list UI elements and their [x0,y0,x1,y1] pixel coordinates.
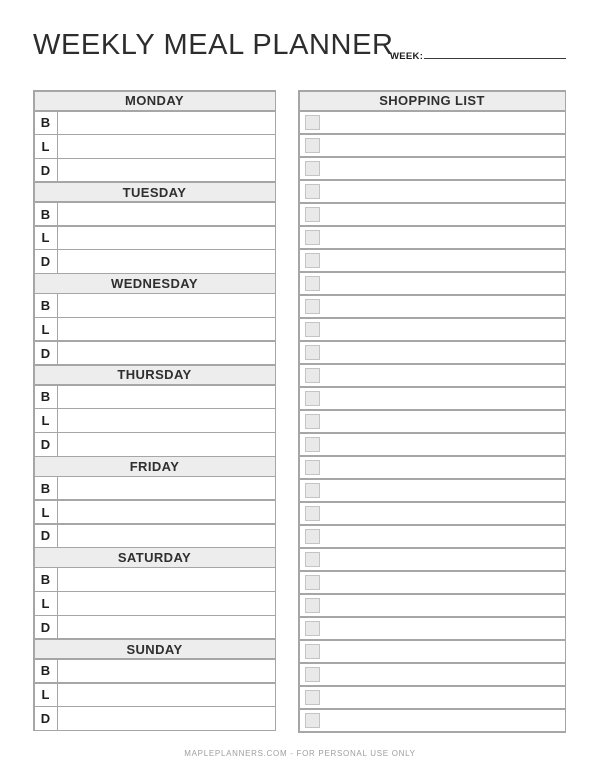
checkbox-icon[interactable] [305,299,320,314]
checkbox-icon[interactable] [305,483,320,498]
meal-entry-cell[interactable] [58,592,275,614]
shopping-list-row [300,687,565,709]
day-header: MONDAY [35,92,275,111]
week-input-line[interactable] [424,48,566,59]
meal-label: B [35,660,57,682]
shopping-list-row [300,595,565,617]
shopping-item-entry[interactable] [320,618,565,640]
checkbox-icon[interactable] [305,230,320,245]
shopping-item-entry[interactable] [320,250,565,272]
shopping-item-entry[interactable] [320,572,565,594]
meal-entry-cell[interactable] [58,294,275,316]
meal-label: L [35,227,57,249]
shopping-item-entry[interactable] [320,296,565,318]
checkbox-icon[interactable] [305,253,320,268]
shopping-list-row [300,549,565,571]
checkbox-icon[interactable] [305,276,320,291]
shopping-list-row [300,526,565,548]
shopping-item-entry[interactable] [320,549,565,571]
meal-entry-cell[interactable] [58,135,275,157]
meal-entry-cell[interactable] [58,250,275,272]
shopping-item-entry[interactable] [320,434,565,456]
shopping-item-entry[interactable] [320,457,565,479]
shopping-list-row [300,365,565,387]
checkbox-icon[interactable] [305,115,320,130]
shopping-item-entry[interactable] [320,181,565,203]
shopping-list-header: SHOPPING LIST [300,92,565,111]
shopping-list-table [298,90,566,733]
shopping-list-row [300,227,565,249]
shopping-item-entry[interactable] [320,664,565,686]
meal-entry-cell[interactable] [58,616,275,638]
checkbox-icon[interactable] [305,414,320,429]
meal-entry-cell[interactable] [58,159,275,181]
meal-label: B [35,568,57,590]
week-field [390,46,566,64]
shopping-list-row [300,664,565,686]
shopping-list-row [300,296,565,318]
meal-label: L [35,409,57,431]
shopping-list-row [300,480,565,502]
meal-entry-cell[interactable] [58,433,275,455]
day-block-monday [33,90,276,183]
meal-label: D [35,342,57,364]
shopping-item-entry[interactable] [320,227,565,249]
shopping-item-entry[interactable] [320,641,565,663]
meal-entry-cell[interactable] [58,477,275,499]
weekly-planner-table [33,90,276,731]
shopping-list-row [300,457,565,479]
meal-label: B [35,386,57,408]
shopping-item-entry[interactable] [320,411,565,433]
checkbox-icon[interactable] [305,391,320,406]
meal-entry-cell[interactable] [58,342,275,364]
checkbox-icon[interactable] [305,598,320,613]
meal-label: B [35,477,57,499]
meal-label: D [35,433,57,455]
shopping-list-row [300,273,565,295]
checkbox-icon[interactable] [305,437,320,452]
shopping-list-row [300,342,565,364]
meal-label: L [35,684,57,706]
checkbox-icon[interactable] [305,368,320,383]
shopping-list-row [300,572,565,594]
meal-label: D [35,707,57,729]
checkbox-icon[interactable] [305,161,320,176]
shopping-item-entry[interactable] [320,526,565,548]
shopping-list-row [300,158,565,180]
meal-entry-cell[interactable] [58,409,275,431]
checkbox-icon[interactable] [305,552,320,567]
meal-label: D [35,525,57,547]
week-label: WEEK: [390,51,424,62]
checkbox-icon[interactable] [305,690,320,705]
meal-label: L [35,318,57,340]
day-block-sunday [33,638,276,731]
day-block-tuesday [33,181,276,274]
meal-entry-cell[interactable] [58,568,275,590]
checkbox-icon[interactable] [305,460,320,475]
shopping-item-entry[interactable] [320,204,565,226]
checkbox-icon[interactable] [305,184,320,199]
checkbox-icon[interactable] [305,322,320,337]
day-header: SATURDAY [35,548,275,567]
day-header: WEDNESDAY [35,274,275,293]
shopping-item-entry[interactable] [320,273,565,295]
shopping-item-entry[interactable] [320,710,565,732]
checkbox-icon[interactable] [305,506,320,521]
checkbox-icon[interactable] [305,529,320,544]
meal-entry-cell[interactable] [58,112,275,134]
shopping-list-row [300,434,565,456]
meal-entry-cell[interactable] [58,707,275,729]
shopping-item-entry[interactable] [320,503,565,525]
checkbox-icon[interactable] [305,713,320,728]
checkbox-icon[interactable] [305,621,320,636]
meal-label: L [35,135,57,157]
day-block-wednesday [33,273,276,366]
meal-entry-cell[interactable] [58,203,275,225]
shopping-item-entry[interactable] [320,112,565,134]
checkbox-icon[interactable] [305,138,320,153]
day-header: FRIDAY [35,457,275,476]
meal-label: L [35,501,57,523]
meal-label: D [35,159,57,181]
shopping-list-row [300,112,565,134]
meal-entry-cell[interactable] [58,660,275,682]
shopping-item-entry[interactable] [320,342,565,364]
page-title: WEEKLY MEAL PLANNER [33,29,394,61]
footer-credit: MAPLEPLANNERS.COM - FOR PERSONAL USE ONLY [184,749,416,758]
shopping-list-row [300,135,565,157]
checkbox-icon[interactable] [305,575,320,590]
meal-entry-cell[interactable] [58,318,275,340]
shopping-item-entry[interactable] [320,158,565,180]
checkbox-icon[interactable] [305,644,320,659]
shopping-list-row [300,411,565,433]
meal-label: B [35,112,57,134]
day-header: SUNDAY [35,640,275,659]
meal-label: B [35,294,57,316]
shopping-item-entry[interactable] [320,388,565,410]
shopping-item-entry[interactable] [320,319,565,341]
meal-entry-cell[interactable] [58,525,275,547]
shopping-item-entry[interactable] [320,135,565,157]
meal-entry-cell[interactable] [58,684,275,706]
meal-entry-cell[interactable] [58,227,275,249]
meal-label: B [35,203,57,225]
meal-label: D [35,616,57,638]
shopping-list-row [300,388,565,410]
shopping-list-row [300,641,565,663]
day-header: THURSDAY [35,366,275,385]
shopping-list-row [300,319,565,341]
checkbox-icon[interactable] [305,207,320,222]
shopping-list-row [300,181,565,203]
checkbox-icon[interactable] [305,345,320,360]
day-header: TUESDAY [35,183,275,202]
day-block-friday [33,456,276,549]
day-block-saturday [33,547,276,640]
shopping-list-row [300,710,565,732]
shopping-list-row [300,204,565,226]
day-block-thursday [33,364,276,457]
shopping-item-entry[interactable] [320,480,565,502]
shopping-list-row [300,503,565,525]
meal-entry-cell[interactable] [58,501,275,523]
meal-label: D [35,250,57,272]
meal-entry-cell[interactable] [58,386,275,408]
checkbox-icon[interactable] [305,667,320,682]
shopping-item-entry[interactable] [320,687,565,709]
shopping-item-entry[interactable] [320,365,565,387]
shopping-list-row [300,250,565,272]
shopping-item-entry[interactable] [320,595,565,617]
shopping-list-row [300,618,565,640]
meal-label: L [35,592,57,614]
